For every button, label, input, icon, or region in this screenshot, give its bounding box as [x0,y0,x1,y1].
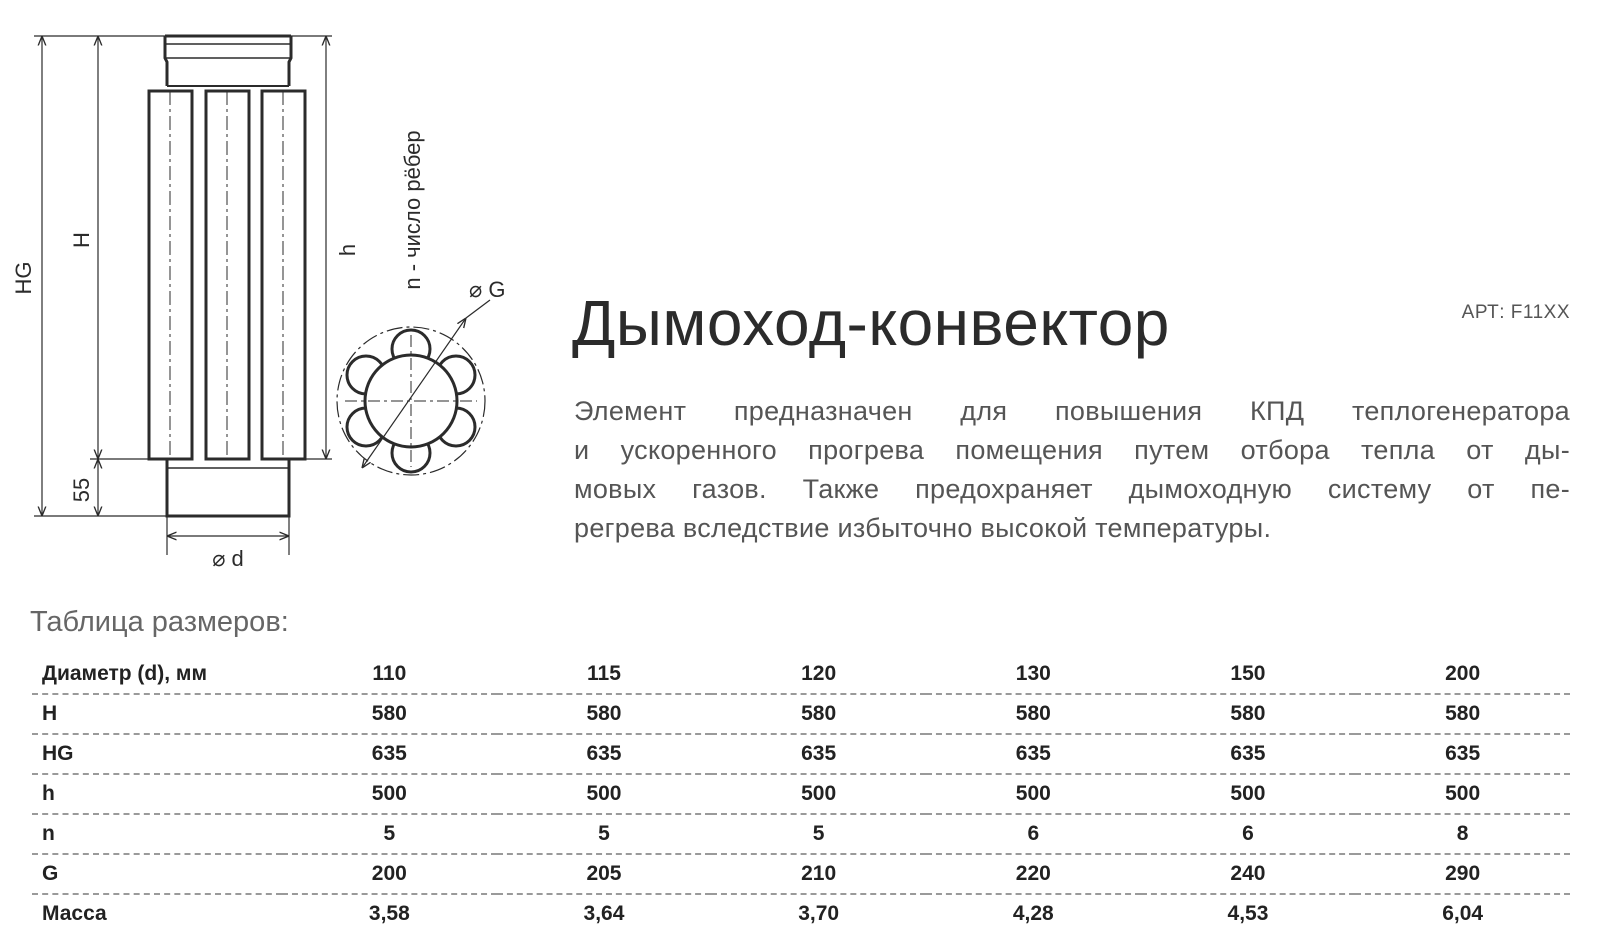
table-cell: 5 [711,814,926,854]
table-cell: 635 [497,734,712,774]
description-line: Элемент предназначен для повышения КПД теплогенератора [574,396,1570,426]
row-label: G [32,854,282,894]
table-row [32,774,1570,814]
table-cell: 240 [1141,854,1356,894]
table-cell: 500 [926,774,1141,814]
table-cell: 4,53 [1227,902,1269,925]
dim-label-h-upper: H [69,232,94,248]
table-cell: 5 [497,814,712,854]
table-cell: 6,04 [1442,902,1484,925]
product-title: Дымоход-конвектор [572,287,1170,359]
table-row [32,655,1570,694]
table-cell: 150 [1141,655,1356,694]
table-cell: 635 [1355,734,1570,774]
table-cell: 635 [926,734,1141,774]
row-label: h [32,774,282,814]
article-number: АРТ: F11XX [1461,302,1570,323]
table-cell: 220 [926,854,1141,894]
table-cell: 200 [1355,655,1570,694]
dim-label-d: ⌀ d [212,546,244,571]
pipe-cross-section [337,300,490,475]
table-row [32,734,1570,774]
size-table [32,655,1570,933]
table-cell: 200 [282,854,497,894]
table-cell: 580 [711,694,926,734]
row-label: Диаметр (d), мм [32,655,282,694]
table-cell: 500 [282,774,497,814]
dim-label-g: ⌀ G [469,277,506,302]
table-cell: 6 [1141,814,1356,854]
table-cell: 6 [926,814,1141,854]
description-line: мовых газов. Также предохраняет дымоходную систему от пе- [574,474,1570,504]
table-cell: 130 [926,655,1141,694]
table-row [32,814,1570,854]
row-label: n [32,814,282,854]
row-label: Масса [42,902,107,925]
table-cell: 580 [1141,694,1356,734]
table-cell: 500 [1355,774,1570,814]
table-cell: 290 [1355,854,1570,894]
table-cell: 8 [1355,814,1570,854]
description-line: регрева вследствие избыточно высокой температуры. [574,513,1272,543]
table-cell: 4,28 [1012,902,1054,925]
row-label: HG [32,734,282,774]
dim-label-55: 55 [69,477,94,503]
table-row [32,854,1570,894]
table-cell: 3,58 [368,902,410,925]
row-label: H [32,694,282,734]
technical-drawing [0,0,560,580]
table-cell: 580 [282,694,497,734]
table-row [32,894,1570,933]
table-cell: 110 [282,655,497,694]
table-cell: 3,70 [798,902,840,925]
table-cell: 580 [926,694,1141,734]
dimension-lines [34,36,332,555]
dim-label-n: n - число рёбер [400,130,425,290]
dim-label-hg: HG [11,261,36,295]
pipe-side-view [149,36,305,516]
table-cell: 500 [497,774,712,814]
table-cell: 5 [282,814,497,854]
table-cell: 120 [711,655,926,694]
table-cell: 635 [282,734,497,774]
size-table-title: Таблица размеров: [30,606,289,638]
table-cell: 205 [497,854,712,894]
table-cell: 635 [1141,734,1356,774]
description-line: и ускоренного прогрева помещения путем отбора тепла от ды- [574,435,1570,465]
table-row [32,694,1570,734]
table-cell: 580 [497,694,712,734]
table-cell: 500 [711,774,926,814]
table-cell: 635 [711,734,926,774]
table-cell: 115 [497,655,712,694]
table-cell: 500 [1141,774,1356,814]
table-cell: 210 [711,854,926,894]
dim-label-h-lower: h [335,243,360,257]
product-description [574,392,1570,548]
table-cell: 580 [1355,694,1570,734]
table-cell: 3,64 [583,902,625,925]
